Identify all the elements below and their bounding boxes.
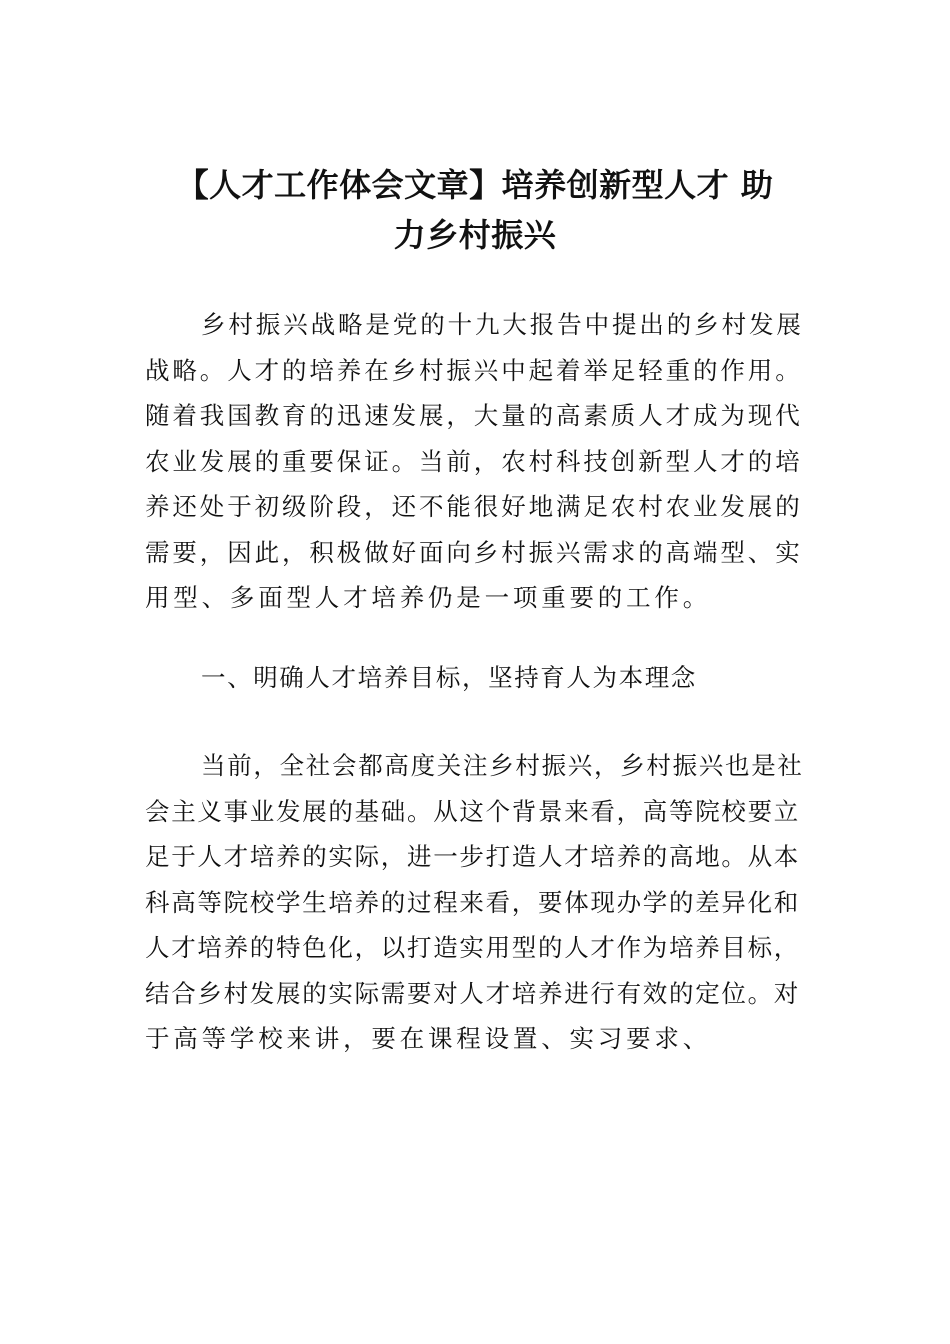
paragraph-line: 养还处于初级阶段，还不能很好地满足农村农业发展的 (145, 492, 803, 521)
document-title (145, 160, 805, 260)
paragraph-line: 用型、多面型人才培养仍是一项重要的工作。 (145, 583, 711, 612)
paragraph-line: 足于人才培养的实际，进一步打造人才培养的高地。从本 (145, 842, 800, 871)
paragraph-line: 结合乡村发展的实际需要对人才培养进行有效的定位。对 (145, 978, 800, 1008)
section-heading-1: 一、明确人才培养目标，坚持育人为本理念 (201, 663, 697, 692)
paragraph-line: 乡村振兴战略是党的十九大报告中提出的乡村发展 (201, 310, 804, 339)
section-1-paragraph (145, 743, 805, 1062)
paragraph-line: 于高等学校来讲，要在课程设置、实习要求、 (145, 1024, 711, 1053)
paragraph-line: 科高等院校学生培养的过程来看，要体现办学的差异化和 (145, 887, 800, 917)
paragraph-line: 当前，全社会都高度关注乡村振兴，乡村振兴也是社 (201, 751, 804, 780)
paragraph-line: 需要，因此，积极做好面向乡村振兴需求的高端型、实 (145, 537, 803, 567)
paragraph-line: 会主义事业发展的基础。从这个背景来看，高等院校要立 (145, 796, 800, 826)
paragraph-line: 随着我国教育的迅速发展，大量的高素质人才成为现代 (145, 401, 803, 430)
paragraph-line: 战略。人才的培养在乡村振兴中起着举足轻重的作用。 (145, 355, 803, 385)
paragraph-line: 农业发展的重要保证。当前，农村科技创新型人才的培 (145, 446, 803, 476)
paragraph-line: 人才培养的特色化，以打造实用型的人才作为培养目标， (145, 933, 800, 962)
title-line-1: 【人才工作体会文章】培养创新型人才 助 (176, 166, 774, 204)
title-line-2: 力乡村振兴 (393, 216, 557, 254)
intro-paragraph (145, 302, 805, 621)
